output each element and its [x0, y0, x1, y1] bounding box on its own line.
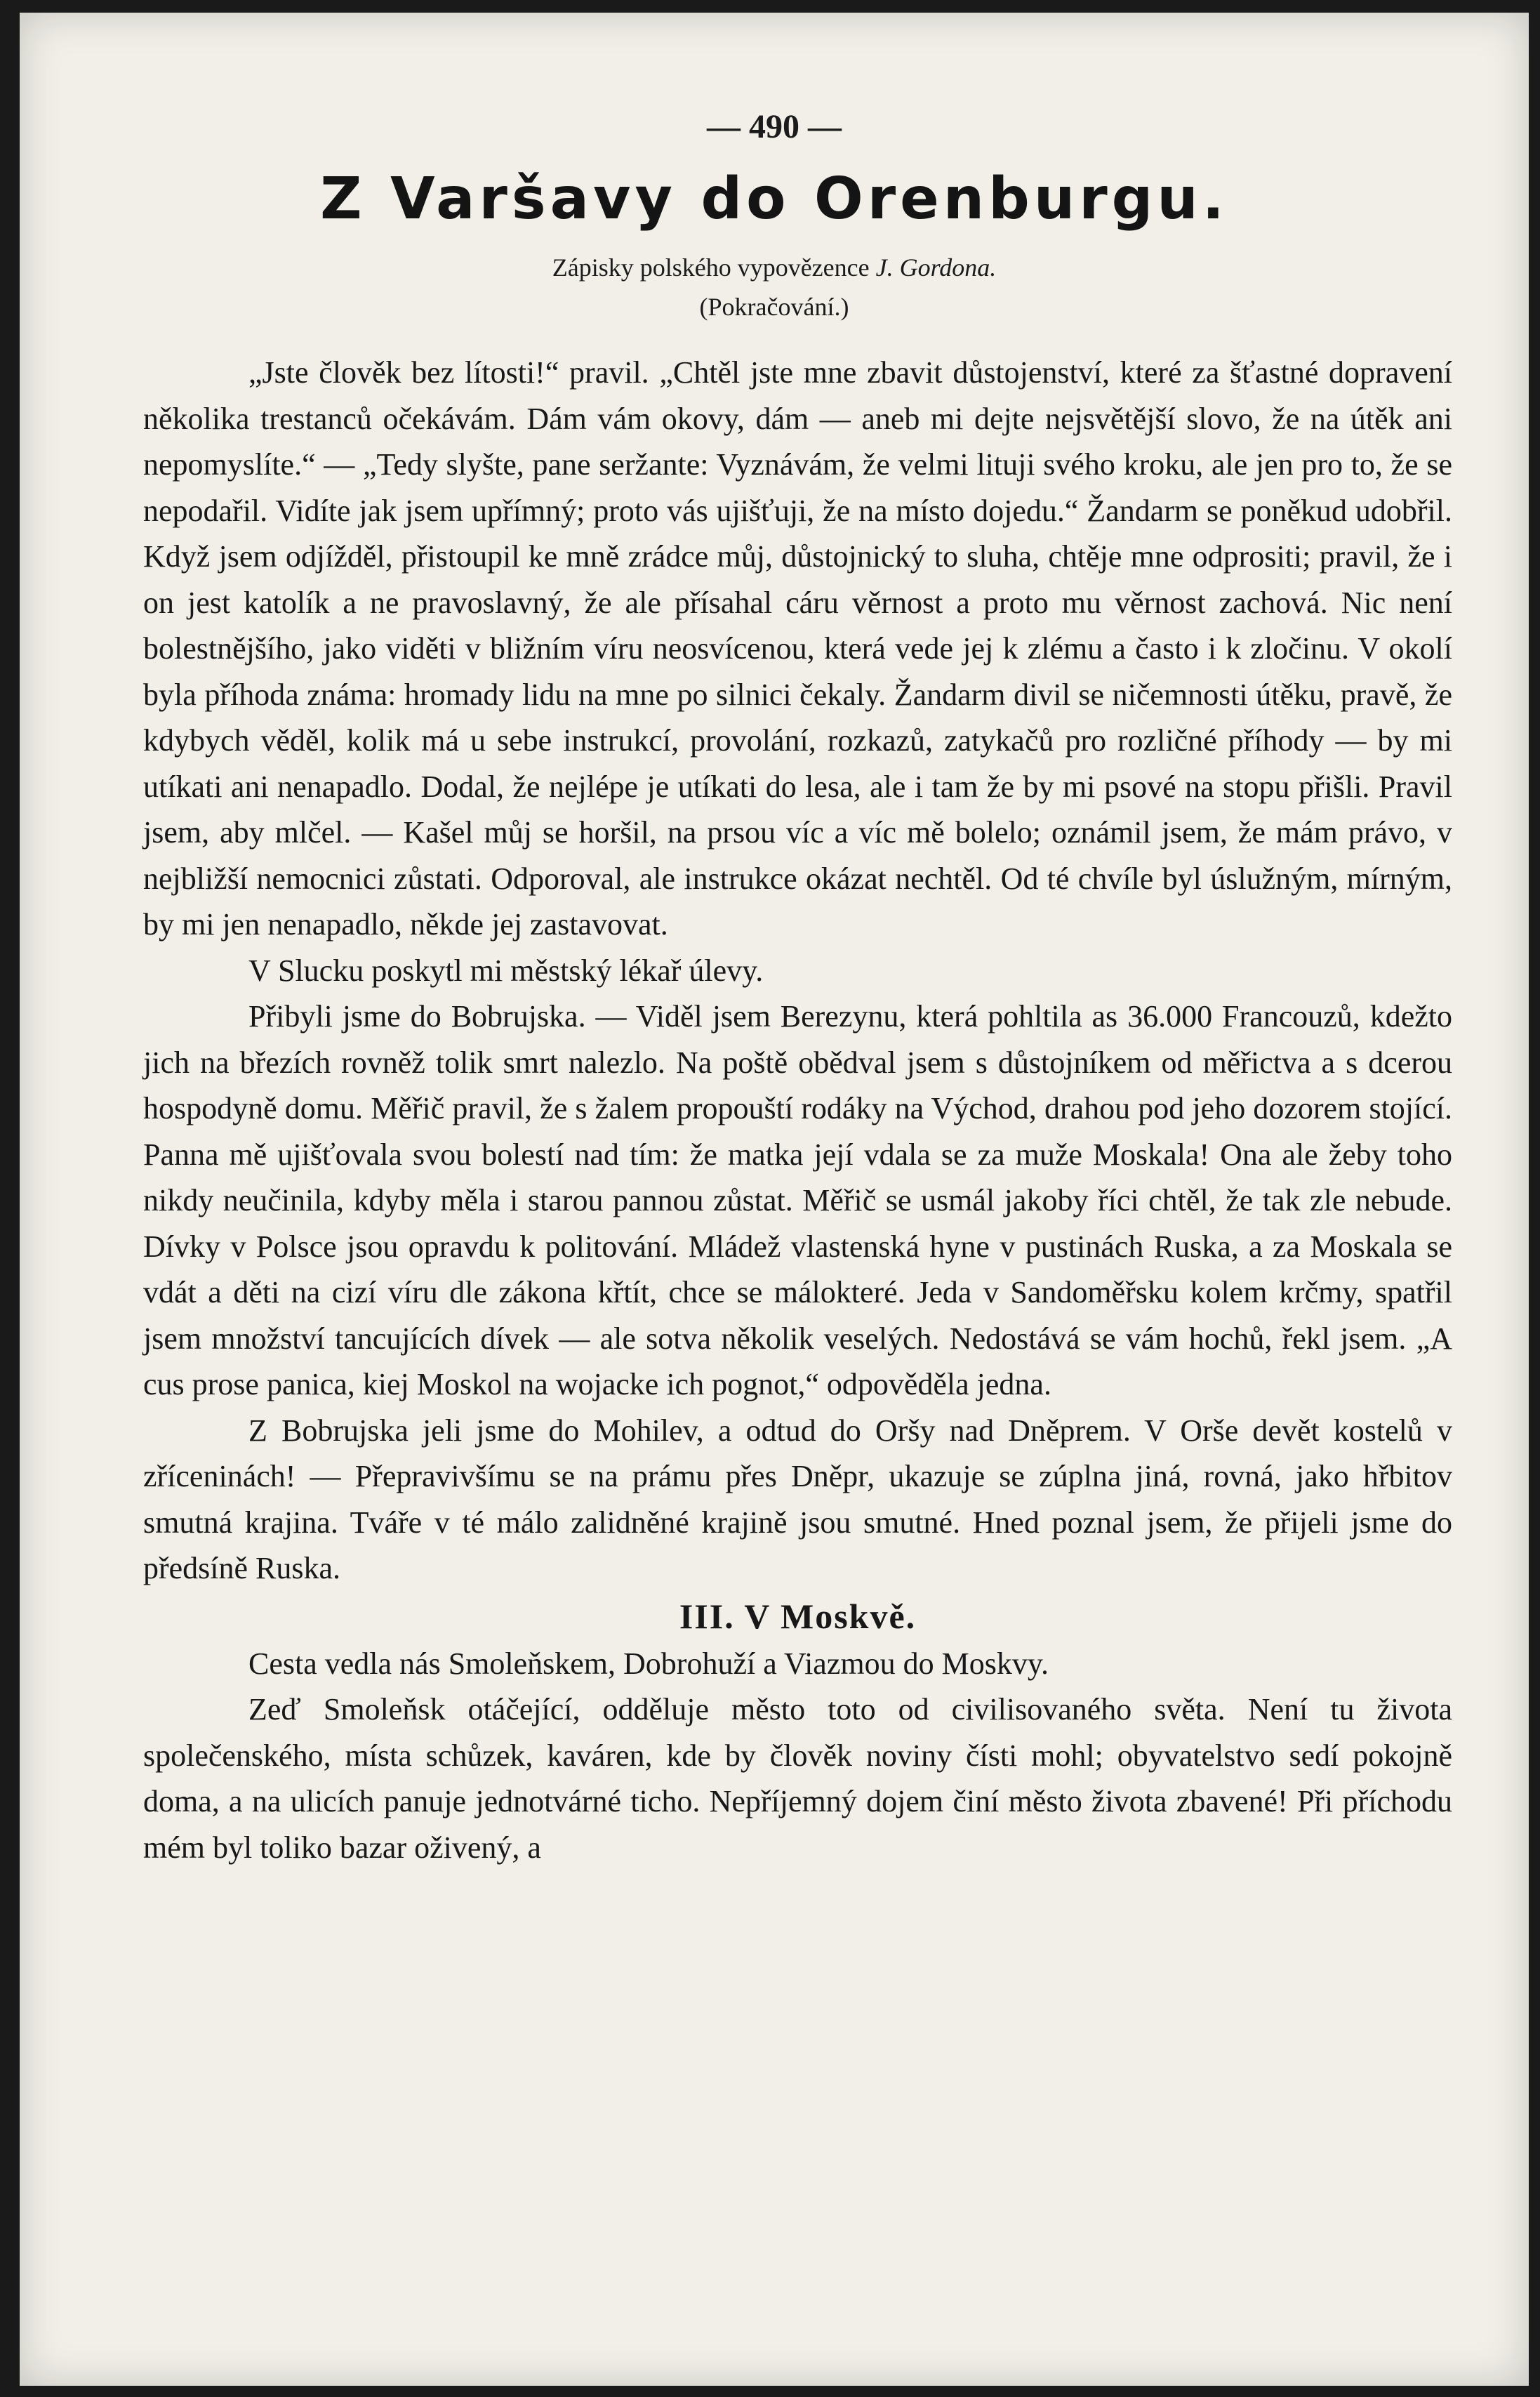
paragraph: V Slucku poskytl mi městský lékař úlevy. [248, 953, 764, 988]
page [20, 13, 1529, 2386]
page-number: — 490 — [707, 108, 842, 145]
paragraph: Zeď Smoleňsk otáčející, odděluje město toto od civilisovaného světa. Není tu života společenského, místa schůzek, kaváren, kde by člověk noviny čísti mohl; obyvatelstvo sedí pokojně doma, a na ulicích panuje jednotvárné ticho. Nepříjemný dojem činí město života zbavené! Při příchodu mém byl toliko bazar oživený, a [143, 1692, 1452, 1865]
subtitle-prefix: Zápisky polského vypovězence [552, 253, 870, 282]
article-subtitle [20, 253, 1529, 282]
section-heading: III. V Moskvě. [679, 1596, 917, 1636]
body-text [143, 350, 1452, 1870]
continuation-note: (Pokračování.) [699, 293, 849, 321]
paragraph: Přibyli jsme do Bobrujska. — Viděl jsem Berezynu, která pohltila as 36.000 Francouzů, kdežto jich na březích rovněž tolik smrt nalezlo. Na poště obědval jsem s důstojníkem od měřictva a s dcerou hospodyně domu. Měřič pravil, že s žalem propouští rodáky na Východ, drahou pod jeho dozorem stojící. Panna mě ujišťovala svou bolestí nad tím: že matka její vdala se za muže Moskala! Ona ale žeby toho nikdy neučinila, kdyby měla i starou pannou zůstat. Měřič se usmál jakoby říci chtěl, že tak zle nebude. Dívky v Polsce jsou opravdu k politování. Mládež vlastenská hyne v pustinách Ruska, a za Moskala se vdát a děti na cizí víru dle zákona křtít, chce se málokteré. Jeda v Sandoměřsku kolem krčmy, spatřil jsem množství tancujících dívek — ale sotva několik veselých. Nedostává se vám hochů, řekl jsem. „A cus prose panica, kiej Moskol na wojacke ich pognot,“ odpověděla jedna. [143, 999, 1452, 1401]
paragraph: Cesta vedla nás Smoleňskem, Dobrohuží a Viazmou do Moskvy. [248, 1646, 1049, 1681]
paragraph: „Jste člověk bez lítosti!“ pravil. „Chtěl jste mne zbavit důstojenství, které za šťastné dopravení několika trestanců očekávám. Dám vám okovy, dám — aneb mi dejte nejsvětější slovo, že na útěk ani nepomyslíte.“ — „Tedy slyšte, pane seržante: Vyznávám, že velmi lituji svého kroku, ale jen pro to, že se nepodařil. Vidíte jak jsem upřímný; proto vás ujišťuji, že na místo dojedu.“ Žandarm se poněkud udobřil. Když jsem odjížděl, přistoupil ke mně zrádce můj, důstojnický to sluha, chtěje mne odprositi; pravil, že i on jest katolík a ne pravoslavný, že ale přísahal cáru věrnost a proto mu věrnost zachová. Nic není bolestnějšího, jako viděti v bližním víru neosvícenou, která vede jej k zlému a často i k zločinu. V okolí byla příhoda známa: hromady lidu na mne po silnici čekaly. Žandarm divil se ničemnosti útěku, pravě, že kdybych věděl, kolik má u sebe instrukcí, provolání, rozkazů, zatykačů pro rozličné příhody — by mi utíkati ani nenapadlo. Dodal, že nejlépe je utíkati do lesa, ale i tam že by mi psové na stopu přišli. Pravil jsem, aby mlčel. — Kašel můj se horšil, na prsou víc a víc mě bolelo; oznámil jsem, že mám právo, v nejbližší nemocnici zůstati. Odporoval, ale instrukce okázat nechtěl. Od té chvíle byl úslužným, mírným, by mi jen nenapadlo, někde jej zastavovat. [143, 355, 1452, 942]
subtitle-author: J. Gordona. [875, 253, 997, 282]
article-title: Z Varšavy do Orenburgu. [320, 166, 1228, 232]
paragraph: Z Bobrujska jeli jsme do Mohilev, a odtud do Oršy nad Dněprem. V Orše devět kostelů v zříceninách! — Přepravivšímu se na prámu přes Dněpr, ukazuje se zúplna jiná, rovná, jako hřbitov smutná krajina. Tváře v té málo zalidněné krajině jsou smutné. Hned poznal jsem, že přijeli jsme do předsíně Ruska. [143, 1413, 1452, 1585]
